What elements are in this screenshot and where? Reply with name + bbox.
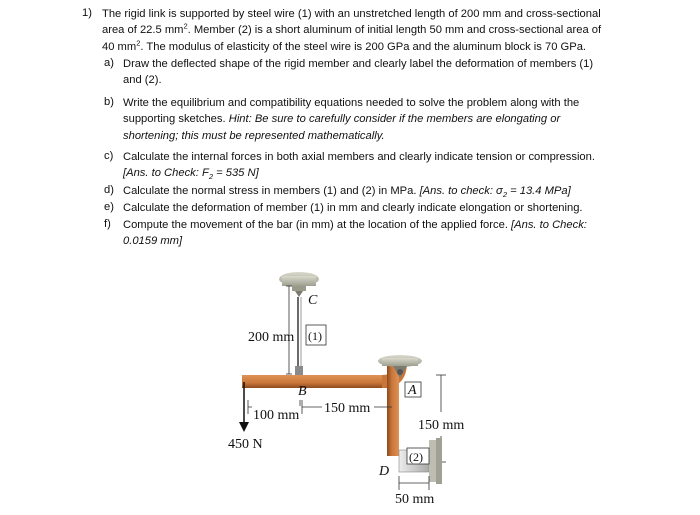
label-200mm: 200 mm [248, 330, 295, 345]
part-label-e: e) [104, 201, 114, 213]
part-d-text: Calculate the normal stress in members (1) and (2) in MPa. [Ans. to check: $\sigma_2 = 13.4$ MPa] [123, 185, 571, 200]
label-member-1: (1) [308, 329, 322, 343]
steel-wire-member-1 [295, 297, 303, 380]
answer-f: [Ans. to Check: [511, 219, 587, 231]
part-label-f: f) [104, 218, 111, 230]
label-100mm: 100 mm [253, 408, 300, 423]
hint-text: Hint: Be sure to carefully consider if the members are elongating or [228, 113, 561, 126]
load-arrow [239, 382, 249, 432]
question-intro: The rigid link is supported by steel wire (1) with an unstretched length of 200 mm and cross-sectional area of 22.5 $mm^2$. Member (2) is a short aluminum of initial length 50 mm and cross-sectional area of 40 $mm^2$. The modulus of elasticity of the steel wire is 200 GPa and the aluminum block is 70 GPa. [102, 8, 602, 53]
label-150mm-vertical: 150 mm [418, 418, 465, 433]
part-e-text: Calculate the deformation of member (1) in mm and clearly indicate elongation or shortening. [123, 202, 583, 214]
part-label-c: c) [104, 150, 114, 162]
answer-d: [Ans. to check: $\sigma_2 = 13.4$ MPa] [419, 185, 571, 200]
label-150mm-horizontal: 150 mm [324, 401, 371, 416]
label-member-2: (2) [409, 450, 423, 464]
rigid-link-figure [222, 262, 482, 512]
part-b-text: Write the equilibrium and compatibility equations needed to solve the problem along with the supporting sketches. Hint: Be sure to carefully consider if the members are elongating or shortening; this must be represented mathematically. [123, 97, 580, 142]
label-b: B [298, 384, 307, 399]
part-f-text: Compute the movement of the bar (in mm) at the location of the applied force. [Ans. to Check: 0.0159 mm] [123, 219, 587, 248]
label-50mm: 50 mm [395, 492, 435, 507]
answer-c: [Ans. to Check: $F_2 = 535$ N] [123, 167, 259, 182]
label-d: D [379, 464, 390, 479]
dim-50mm [399, 476, 429, 490]
part-a-text: Draw the deflected shape of the rigid member and clearly label the deformation of members (1) and (2). [123, 58, 594, 87]
part-label-a: a) [104, 57, 114, 69]
pin-support-a [378, 355, 422, 378]
part-c-text: Calculate the internal forces in both axial members and clearly indicate tension or compression. [Ans. to Check: $F_2 = 535$ N] [123, 149, 623, 182]
question-number: 1) [82, 7, 92, 19]
part-label-d: d) [104, 184, 114, 196]
label-a: A [408, 383, 417, 398]
label-load: 450 N [228, 437, 263, 452]
part-label-b: b) [104, 96, 114, 108]
label-c: C [308, 293, 318, 308]
